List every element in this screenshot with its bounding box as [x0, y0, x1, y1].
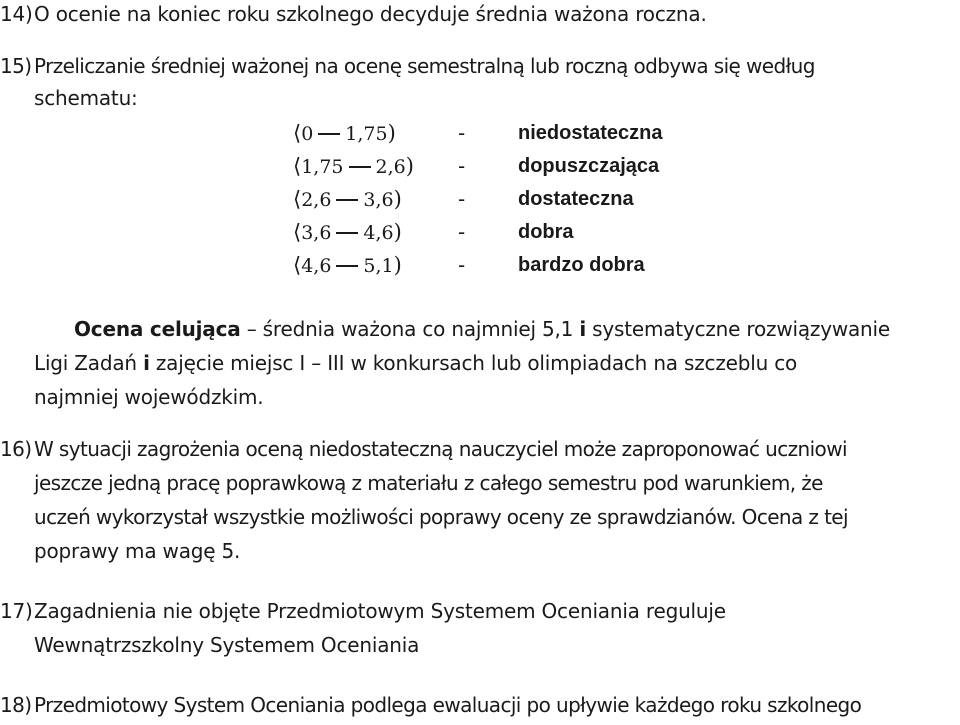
- celujaca-label: Ocena celująca: [74, 317, 241, 341]
- right-parenthesis: ): [405, 154, 414, 178]
- range-upper: 5,1: [363, 255, 394, 277]
- left-angle-bracket: ⟨: [293, 253, 302, 277]
- text: zajęcie miejsc I – III w konkursach lub olimpiadach na szczeblu co: [149, 351, 798, 375]
- scale-row: [0, 218, 960, 246]
- item-text: poprawy ma wagę 5.: [34, 539, 241, 563]
- item-text: O ocenie na koniec roku szkolnego decyduje średnia ważona roczna.: [34, 2, 707, 26]
- item-text: Wewnątrzszkolny Systemem Oceniania: [34, 633, 420, 657]
- text: – średnia ważona co najmniej 5,1: [240, 317, 580, 341]
- score-range: [293, 119, 413, 148]
- range-lower: 3,6: [301, 222, 332, 244]
- item-text: Przeliczanie średniej ważonej na ocenę semestralną lub roczną odbywa się według: [34, 54, 815, 78]
- grade-name: bardzo dobra: [518, 254, 645, 276]
- range-dash: [318, 133, 340, 135]
- range-dash: [336, 199, 358, 201]
- score-range: [293, 251, 413, 280]
- left-angle-bracket: ⟨: [293, 187, 302, 211]
- grade-name: dostateczna: [518, 188, 634, 210]
- score-range: [293, 185, 413, 214]
- scale-row: [0, 251, 960, 279]
- grade-name: dopuszczająca: [518, 155, 660, 177]
- item-number: 18): [0, 693, 32, 717]
- range-lower: 2,6: [301, 189, 332, 211]
- range-lower: 4,6: [301, 255, 332, 277]
- right-parenthesis: ): [393, 220, 402, 244]
- item-number: 14): [0, 2, 33, 26]
- left-angle-bracket: ⟨: [293, 121, 302, 145]
- conjunction: i: [579, 317, 586, 341]
- range-upper: 3,6: [363, 189, 394, 211]
- scale-row: [0, 119, 960, 147]
- celujaca-paragraph-line-1: [74, 317, 890, 341]
- left-angle-bracket: ⟨: [293, 220, 302, 244]
- scale-row: [0, 152, 960, 180]
- celujaca-paragraph-line-2: [34, 351, 797, 375]
- item-15: [0, 54, 815, 78]
- separator: -: [458, 253, 466, 277]
- item-17: [0, 599, 726, 623]
- range-dash: [336, 265, 358, 267]
- item-15-continuation: [34, 86, 138, 110]
- grade-name: dobra: [518, 221, 574, 243]
- item-18: [0, 693, 861, 717]
- range-dash: [336, 232, 358, 234]
- text: systematyczne rozwiązywanie: [585, 317, 890, 341]
- range-upper: 1,75: [345, 123, 388, 145]
- text: Ligi Zadań: [34, 351, 144, 375]
- item-14: [0, 2, 707, 26]
- celujaca-paragraph-line-3: [34, 385, 263, 409]
- item-16: [0, 437, 847, 461]
- separator: -: [458, 121, 466, 145]
- range-dash: [349, 166, 371, 168]
- grade-name: niedostateczna: [518, 122, 663, 144]
- item-number: 15): [0, 54, 32, 78]
- item-text: Zagadnienia nie objęte Przedmiotowym Systemem Oceniania reguluje: [34, 599, 726, 623]
- range-lower: 1,75: [301, 156, 344, 178]
- right-parenthesis: ): [393, 253, 402, 277]
- item-16-continuation: [34, 539, 240, 563]
- item-text: W sytuacji zagrożenia oceną niedostateczną nauczyciel może zaproponować uczniowi: [34, 437, 847, 461]
- range-upper: 4,6: [363, 222, 394, 244]
- conjunction: i: [143, 351, 150, 375]
- right-parenthesis: ): [387, 121, 396, 145]
- item-number: 17): [0, 599, 33, 623]
- item-text: jeszcze jedną pracę poprawkową z materiału z całego semestru pod warunkiem, że: [34, 471, 823, 495]
- separator: -: [458, 220, 466, 244]
- item-16-continuation: [34, 505, 848, 529]
- item-text: schematu:: [34, 86, 138, 110]
- item-17-continuation: [34, 633, 419, 657]
- item-text: Przedmiotowy System Oceniania podlega ewaluacji po upływie każdego roku szkolnego: [34, 693, 862, 717]
- score-range: [293, 152, 413, 181]
- range-upper: 2,6: [375, 156, 406, 178]
- item-text: uczeń wykorzystał wszystkie możliwości poprawy oceny ze sprawdzianów. Ocena z tej: [34, 505, 848, 529]
- item-16-continuation: [34, 471, 823, 495]
- right-parenthesis: ): [393, 187, 402, 211]
- scale-row: [0, 185, 960, 213]
- separator: -: [458, 187, 466, 211]
- score-range: [293, 218, 413, 247]
- text: najmniej wojewódzkim.: [34, 385, 264, 409]
- range-lower: 0: [301, 123, 314, 145]
- separator: -: [458, 154, 466, 178]
- left-angle-bracket: ⟨: [293, 154, 302, 178]
- item-number: 16): [0, 437, 32, 461]
